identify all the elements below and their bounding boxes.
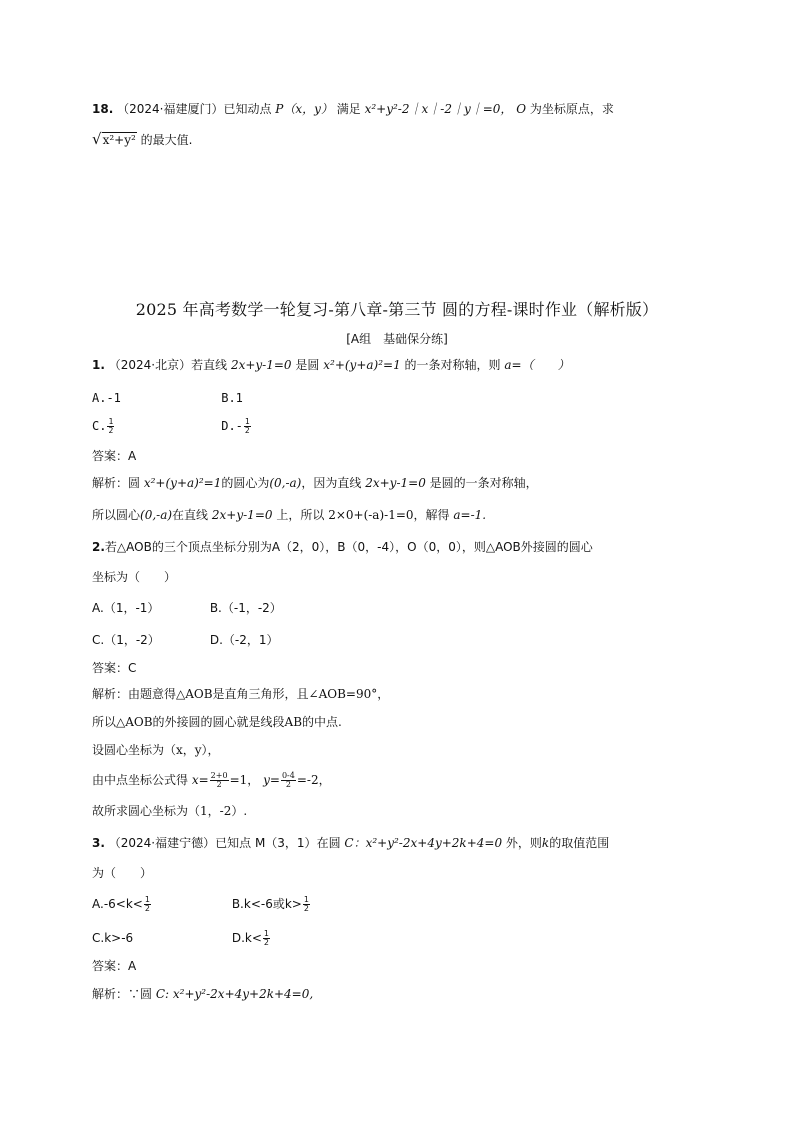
q1-options-row2	[92, 416, 252, 436]
q18-line1	[92, 101, 614, 117]
q18-ask: 的最大值.	[140, 133, 193, 147]
q18-origin: O	[516, 102, 527, 116]
q2-solution-line2: 所以△AOB的外接圆的圆心就是线段AB的中点.	[92, 715, 342, 729]
q2-y-fraction: $\frac{0-4}{2}$	[281, 771, 295, 789]
page-title: 2025 年高考数学一轮复习-第八章-第三节 圆的方程-课时作业（解析版）	[135, 300, 659, 319]
q1-line-eq: 2x+y-1=0	[230, 358, 292, 372]
q2-solution-line5: 故所求圆心坐标为（1，-2）.	[92, 804, 248, 818]
q3-option-b: B.k<-6或k> $\frac{1}{2}$	[231, 895, 309, 913]
q18-number: 18.	[92, 102, 114, 116]
q2-solution-line4: 由中点坐标公式得 x= $\frac{2+0}{2}$ =1， y= $\frac{0-4}{2}$ =-2，	[92, 771, 331, 789]
section-subtitle: [A组 基础保分练]	[346, 332, 448, 346]
q18-sqrt: √ x²+y²	[92, 130, 136, 148]
q1-text: 是圆	[295, 358, 320, 372]
q1-circle-eq: x²+(y+a)²=1	[323, 358, 401, 372]
q2-options-row2	[92, 632, 278, 648]
q2-option-b: B.（-1，-2）	[209, 601, 282, 615]
q1-solution-line2: 所以圆心(0,-a)在直线 2x+y-1=0 上，所以 2×0+(-a)-1=0，解得 a=-1.	[92, 508, 487, 522]
q18-source: （2024·福建厦门）已知动点	[117, 102, 272, 116]
q3-options-row1	[92, 894, 311, 914]
q18-radicand: x²+y²	[102, 133, 136, 147]
q2-x-fraction: $\frac{2+0}{2}$	[210, 771, 228, 789]
q1-option-a: A.-1	[92, 391, 121, 405]
q1-solution-line1: 解析：圆 x²+(y+a)²=1的圆心为(0,-a)，因为直线 2x+y-1=0 是圆的一条对称轴，	[92, 476, 538, 490]
q1-number: 1.	[92, 358, 105, 372]
q2-stem-line2: 坐标为（ ）	[92, 570, 177, 584]
q2-option-d: D.（-2，1）	[209, 633, 279, 647]
q3-option-d: D.k< $\frac{1}{2}$	[231, 929, 269, 947]
q18-text: 满足	[336, 102, 361, 116]
q3-solution-line1: 解析：∵圆 C: x²+y²-2x+4y+2k+4=0,	[92, 987, 314, 1001]
q1-option-d-fraction: $\frac{1}{2}$	[244, 417, 250, 435]
q1-option-d: D.- $\frac{1}{2}$	[221, 417, 250, 435]
q1-option-b: B.1	[221, 391, 243, 405]
q3-answer: 答案：A	[92, 959, 137, 973]
q1-blank: a=（ ）	[504, 358, 570, 372]
q3-number: 3.	[92, 836, 105, 850]
q1-stem	[92, 357, 570, 373]
q3-stem-line1: 3. （2024·福建宁德）已知点 M（3，1）在圆 C：x²+y²-2x+4y+2k+4=0 外，则k的取值范围	[92, 836, 610, 850]
q1-option-c: C. $\frac{1}{2}$	[92, 417, 114, 435]
q2-option-a: A.（1，-1）	[92, 601, 160, 615]
q18-line2	[92, 131, 192, 148]
q1-answer: 答案：A	[92, 449, 137, 463]
q2-answer: 答案：C	[92, 661, 137, 675]
q2-solution-line1: 解析：由题意得△AOB是直角三角形，且∠AOB=90°，	[92, 687, 390, 701]
q1-option-c-fraction: $\frac{1}{2}$	[108, 417, 114, 435]
q18-text-2: 为坐标原点，求	[529, 102, 614, 116]
q3-option-a: A.-6<k< $\frac{1}{2}$	[92, 895, 150, 913]
q18-point: P（x，y）	[275, 102, 333, 116]
q2-options-row1	[92, 600, 282, 616]
q3-options-row2	[92, 928, 271, 948]
q2-number: 2.	[92, 540, 105, 554]
q1-text-2: 的一条对称轴，则	[404, 358, 501, 372]
q18-equation: x²+y²-2｜x｜-2｜y｜=0，	[364, 102, 513, 116]
q2-stem-line1: 2.若△AOB的三个顶点坐标分别为A（2，0），B（0，-4），O（0，0），则△AOB外接圆的圆心	[92, 540, 593, 554]
q3-option-c: C.k>-6	[92, 931, 134, 945]
q3-stem-line2: 为（ ）	[92, 866, 153, 880]
q1-options-row1	[92, 390, 243, 406]
q2-solution-line3: 设圆心坐标为（x，y），	[92, 743, 220, 757]
q1-source: （2024·北京）若直线	[108, 358, 228, 372]
q2-option-c: C.（1，-2）	[92, 633, 160, 647]
